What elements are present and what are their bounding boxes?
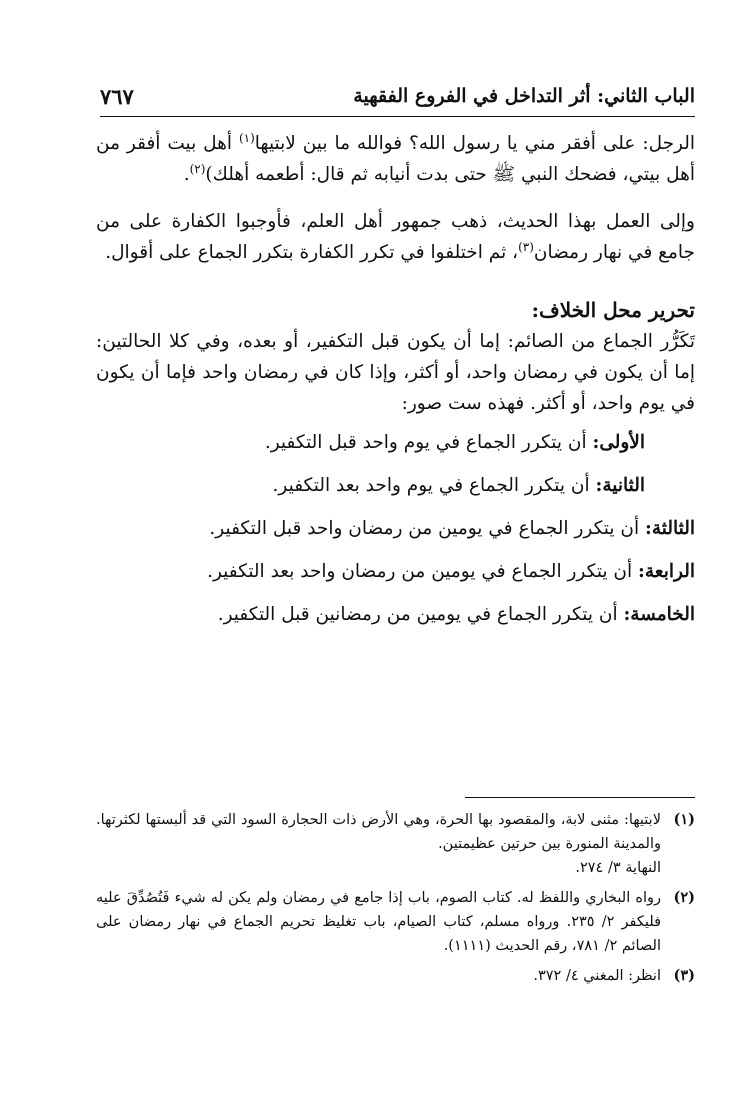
footnote-number: (١)	[673, 811, 695, 828]
footnote-3	[96, 964, 695, 988]
list-item	[96, 470, 695, 501]
footnote-text: لابتيها: مثنى لابة، والمقصود بها الحرة، وهي الأرض ذات الحجارة السود التي قد ألبستها لكثرتها. والمدينة المنورة بين حرتين عظيمتين.	[96, 812, 661, 852]
paragraph-hadith	[96, 128, 695, 190]
footnote-text: انظر: المغني ٤/ ٣٧٢.	[533, 968, 661, 984]
paragraph-text: .	[183, 164, 190, 185]
list-item	[96, 556, 695, 587]
footnote-source: النهاية ٣/ ٢٧٤.	[575, 860, 661, 876]
footnote-ref-1[interactable]: (١)	[238, 130, 255, 145]
case-text: أن يتكرر الجماع في يوم واحد بعد التكفير.	[272, 475, 596, 496]
case-label: الرابعة:	[638, 561, 695, 582]
paragraph-text: ، ثم اختلفوا في تكرر الكفارة بتكرر الجماع على أقوال.	[105, 242, 519, 263]
footnote-ref-2[interactable]: (٢)	[189, 161, 206, 176]
running-header	[100, 76, 695, 117]
footnotes	[96, 808, 695, 994]
list-item	[96, 427, 695, 458]
footnote-number: (٣)	[673, 967, 695, 984]
footnote-divider	[465, 797, 695, 798]
list-item	[96, 599, 695, 630]
case-text: أن يتكرر الجماع في يومين من رمضانين قبل التكفير.	[217, 604, 624, 625]
footnote-number: (٢)	[673, 889, 695, 906]
footnote-text: رواه البخاري واللفظ له. كتاب الصوم، باب إذا جامع في رمضان ولم يكن له شيء فَتُصُدِّقَ عليه فليكفر ٢/ ٢٣٥. ورواه مسلم، كتاب الصيام، باب تغليظ تحريم الجماع في نهار رمضان على الصائم ٢/ ٧٨١، رقم الحديث (١١١١).	[96, 890, 662, 954]
case-label: الخامسة:	[623, 604, 695, 625]
paragraph-text: الرجل: على أفقر مني يا رسول الله؟ فوالله ما بين لابتيها	[254, 133, 696, 154]
paragraph-cases-intro: تَكَرُّر الجماع من الصائم: إما أن يكون قبل التكفير، أو بعده، وفي كلا الحالتين: إما أن يكون في رمضان واحد، أو أكثر، وإذا كان في رمضان واحد فإما أن يكون في يوم واحد، أو أكثر. فهذه ست صور:	[96, 331, 695, 414]
cases-list	[96, 427, 695, 630]
footnote-ref-3[interactable]: (٣)	[518, 239, 534, 254]
case-label: الثالثة:	[645, 518, 695, 539]
section-heading: تحرير محل الخلاف:	[531, 298, 695, 322]
case-label: الثانية:	[595, 475, 645, 496]
paragraph-ruling	[96, 206, 695, 268]
list-item	[96, 513, 695, 544]
footnote-2	[96, 886, 695, 958]
page-number: ٧٦٧	[100, 83, 134, 109]
footnote-1	[96, 808, 695, 880]
case-text: أن يتكرر الجماع في يومين من رمضان واحد بعد التكفير.	[207, 561, 639, 582]
main-text	[96, 128, 695, 642]
chapter-title: الباب الثاني: أثر التداخل في الفروع الفقهية	[353, 85, 695, 107]
footnote-body	[96, 808, 661, 880]
case-label: الأولى:	[592, 432, 645, 453]
case-text: أن يتكرر الجماع في يومين من رمضان واحد قبل التكفير.	[209, 518, 646, 539]
paragraph-text: وإلى العمل بهذا الحديث، ذهب جمهور أهل العلم، فأوجبوا الكفارة على من جامع في نهار رمضان	[96, 211, 695, 263]
case-text: أن يتكرر الجماع في يوم واحد قبل التكفير.	[264, 432, 593, 453]
paragraph-text: أهل بيت أفقر من أهل بيتي، فضحك النبي ﷺ حتى بدت أنيابه ثم قال: أطعمه أهلك)	[96, 133, 695, 185]
